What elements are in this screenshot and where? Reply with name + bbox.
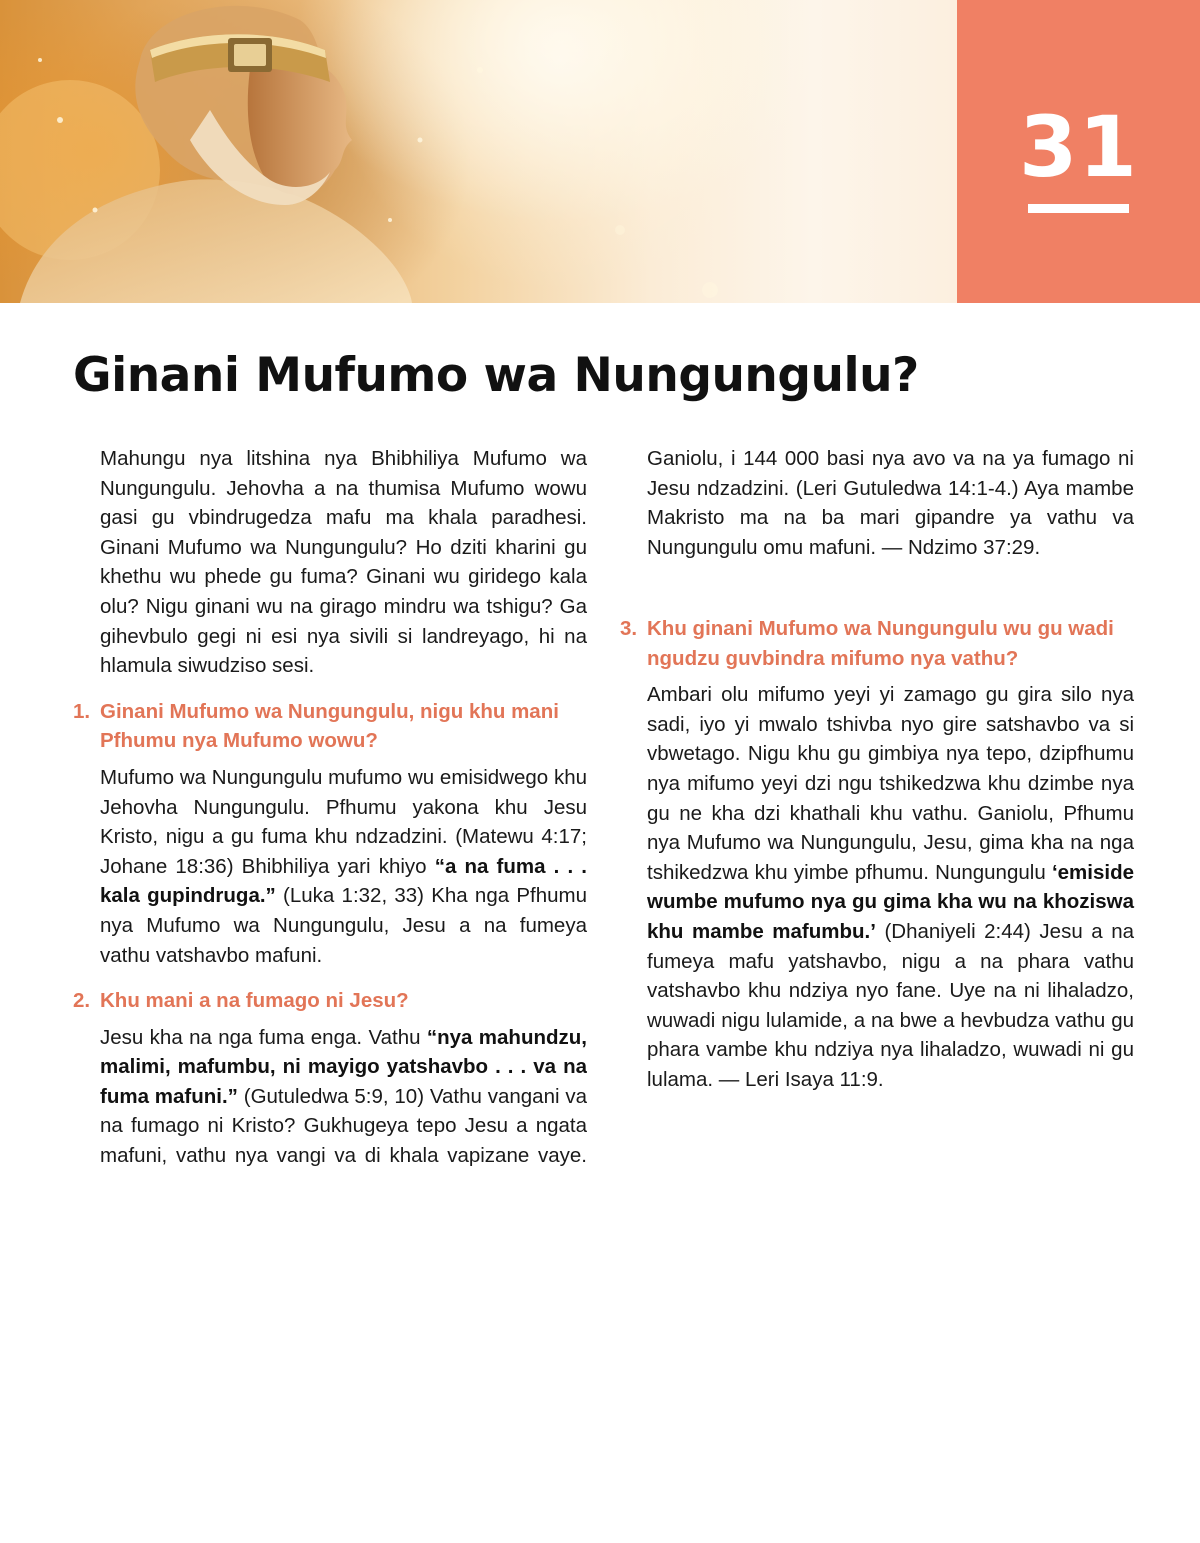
answer-3-paragraph bbox=[647, 680, 1134, 1094]
answer-1-paragraph bbox=[100, 763, 587, 970]
question-text: Khu ginani Mufumo wa Nungungulu wu gu wadi ngudzu guvbindra mifumo nya vathu? bbox=[647, 617, 1114, 670]
answer-text: (Luka 1:32, 33) Kha nga Pfhumu nya Mufumo wa Nungungulu, Jesu a na fumeya vathu vatshavbo mafuni. bbox=[100, 884, 587, 967]
answer-text: (Dhaniyeli 2:44) Jesu a na fumeya mafu yatshavbo, nigu a na phara vathu vatshavbo khu ndziya nyo fane. Uye na ni lihaladzo, wuwadi nigu lulamide, a na bwe a hevbudza vathu gu phara vambe khu ndziya nya lihaladzo, wuwadi ni gu lulama. — Leri Isaya 11:9. bbox=[647, 919, 1134, 1091]
chapter-badge bbox=[957, 0, 1200, 303]
question-3-heading bbox=[620, 614, 1134, 673]
answer-text: Ambari olu mifumo yeyi yi zamago gu gira silo nya sadi, iyo yi mwalo tshivba nyo gire satshavbo va si vbwetago. Nigu khu gu gimbiya nya tepo, dzipfhumu nya mifumo yeyi dzi ngu tshikedzwa khu dzimbe nya gu ne kha dzi khathali khu vathu. Ganiolu, Pfhumu nya Mufumo wa Nungungulu, Jesu, gima kha na nga tshikedzwa khu yimbe pfhumu. Nungungulu bbox=[647, 683, 1134, 884]
column-right bbox=[620, 444, 1134, 1095]
question-number: 1. bbox=[73, 699, 91, 723]
question-text: Ginani Mufumo wa Nungungulu, nigu khu mani Pfhumu nya Mufumo wowu? bbox=[100, 699, 559, 753]
bold-quote: ‘emiside wumbe mufumo nya gu gima kha wu na khoziswa khu mambe mafumbu.’ bbox=[647, 860, 1134, 943]
chapter-divider bbox=[1028, 204, 1129, 213]
question-number: 3. bbox=[620, 617, 638, 640]
question-1-heading bbox=[73, 697, 587, 756]
bold-quote: “nya mahundzu, malimi, mafumbu, ni mayigo yatshavbo . . . va na fuma mafuni.” bbox=[100, 1025, 587, 1108]
chapter-number: 31 bbox=[1019, 98, 1138, 196]
intro-paragraph: Mahungu nya litshina nya Bhibhiliya Mufumo wa Nungungulu. Jehovha a na thumisa Mufumo wowu gasi gu vbindrugedza mafu ma khala paradhesi. Ginani Mufumo wa Nungungulu? Ho dziti kharini gu khethu wu phede gu fuma? Ginani wu giridego kala olu? Nigu ginani wu na girago mindru wa tshigu? Ga gihevbulo gegi ni esi nya sivili si landreyago, hi na hlamula siwudziso sesi. bbox=[100, 447, 587, 678]
banner-image bbox=[0, 0, 957, 303]
answer-text: Jesu kha na nga fuma enga. Vathu bbox=[100, 1025, 427, 1049]
question-number: 2. bbox=[73, 989, 91, 1013]
answer-2-paragraph bbox=[100, 1023, 587, 1170]
answer-text: Mufumo wa Nungungulu mufumo wu emisidwego khu Jehovha Nungungulu. Pfhumu yakona khu Jesu Kristo, nigu a gu fuma khu ndzadzini. (Matewu 4:17; Johane 18:36) Bhibhiliya yari khiyo bbox=[100, 765, 587, 878]
answer-text: Ganiolu, i 144 000 basi nya avo va na ya fumago ni Jesu ndzadzini. (Leri Gutuledwa 14:1-4.) Aya mambe Makristo ma na ba mari gipandre ya vathu va Nungungulu omu mafuni. — Ndzimo 37:29. bbox=[647, 446, 1134, 559]
page-title: Ginani Mufumo wa Nungungulu? bbox=[73, 348, 919, 403]
answer-text: (Gutuledwa 5:9, 10) Vathu vangani va na fumago ni Kristo? Gukhugeya tepo Jesu a ngata mafuni, vathu nya vangi va di khala vapizane vaye. bbox=[100, 1084, 587, 1168]
column-left bbox=[73, 444, 587, 1170]
answer-2-continuation bbox=[620, 444, 1134, 592]
question-text: Khu mani a na fumago ni Jesu? bbox=[100, 989, 409, 1013]
question-2-heading bbox=[73, 986, 587, 1016]
king-illustration bbox=[0, 0, 957, 303]
answer-2-paragraph-continued bbox=[647, 444, 1134, 562]
bold-quote: “a na fuma . . . kala gupindruga.” bbox=[100, 854, 587, 908]
